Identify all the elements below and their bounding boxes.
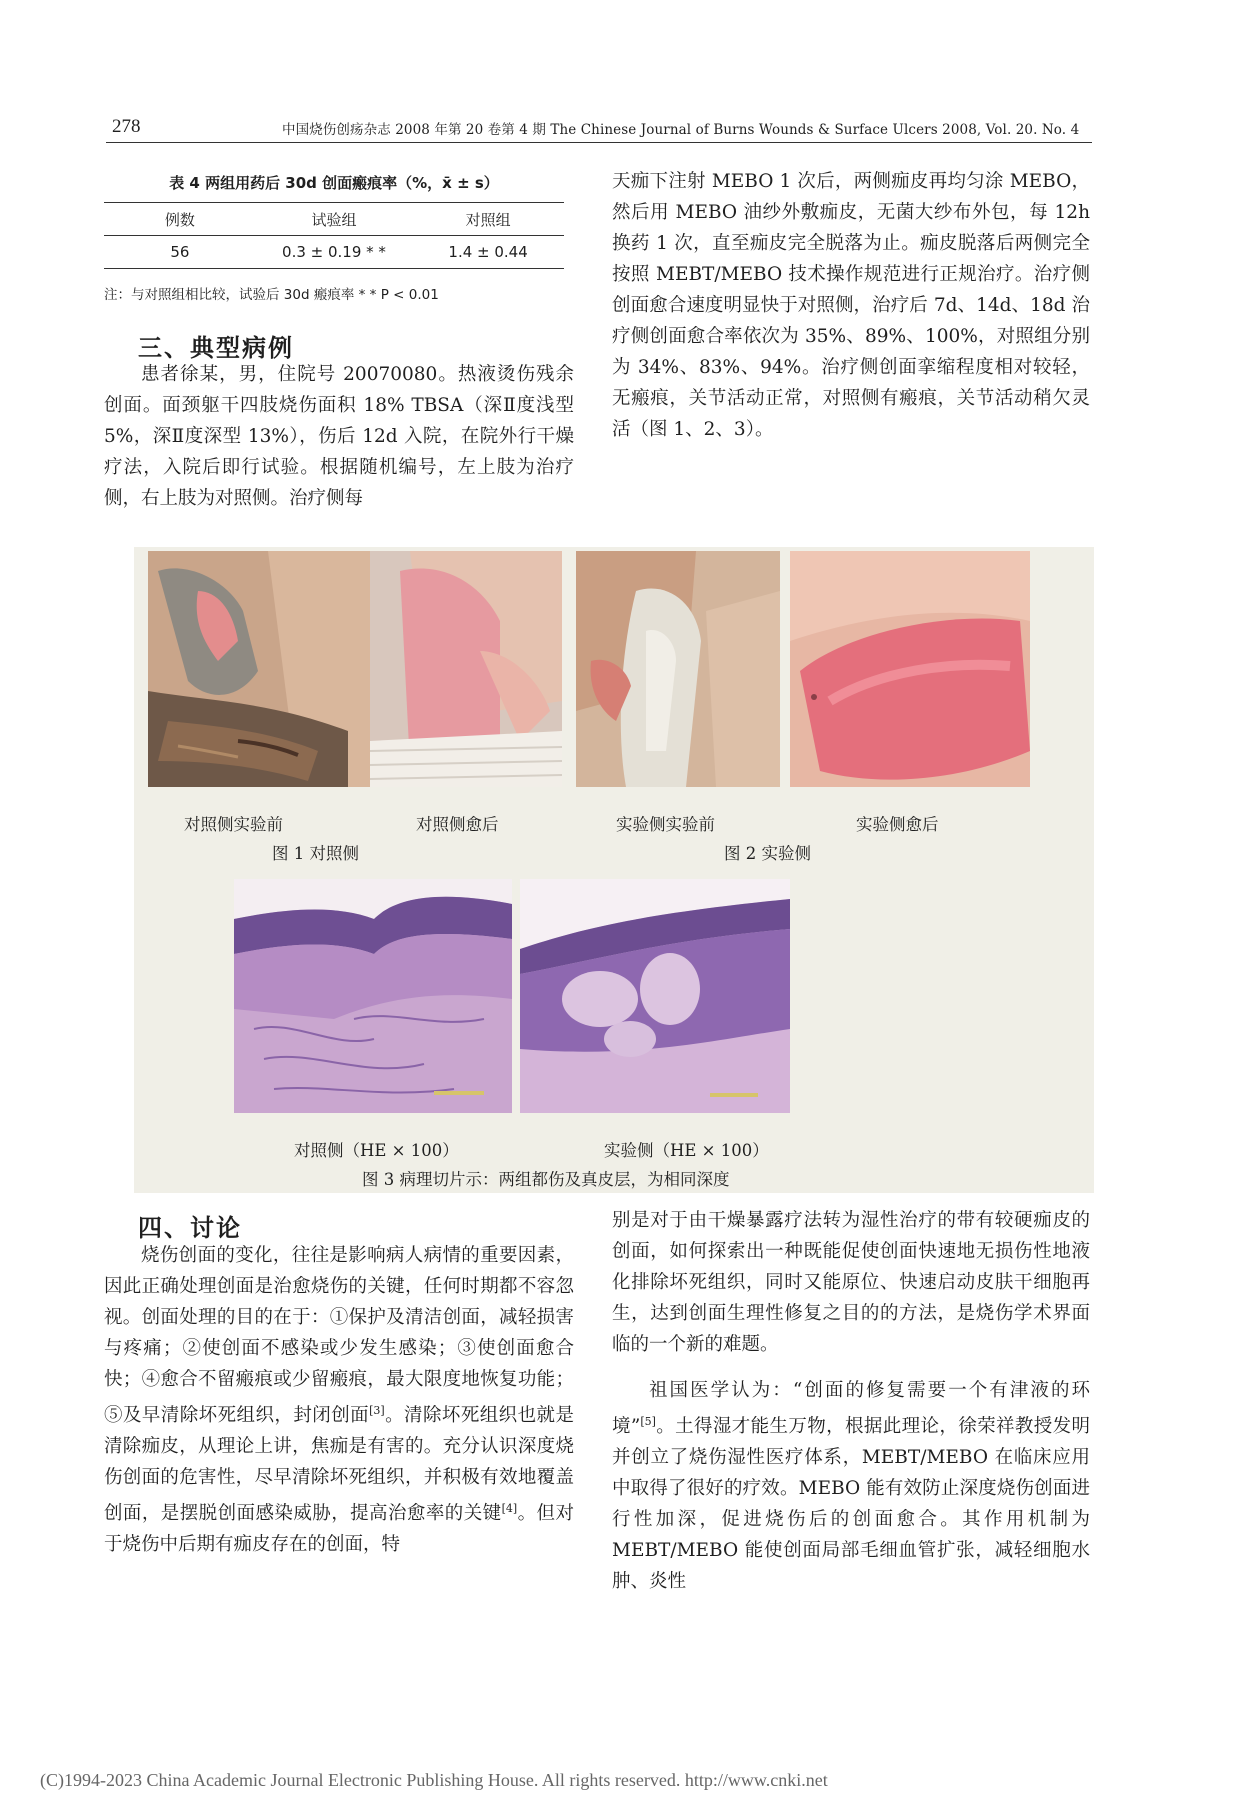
copyright-footer: (C)1994-2023 China Academic Journal Electronic Publishing House. All rights reserved. http://www.cnki.net	[40, 1770, 828, 1790]
photo-experimental-before	[576, 551, 780, 787]
discussion-text: 。土得湿才能生万物，根据此理论，徐荣祥教授发明并创立了烧伤湿性医疗体系，MEBT/MEBO 在临床应用中取得了很好的疗效。MEBO 能有效防止深度烧伤创面进行性加深，促进烧伤后的创面愈合。其作用机制为 MEBT/MEBO 能使创面局部毛细血管扩张，减轻细胞水肿、炎性	[612, 1416, 1090, 1593]
figure-block	[134, 547, 1094, 1193]
discussion-text: 。清除坏死组织也就是清除痂皮，从理论上讲，焦痂是有害的。充分认识深度烧伤创面的危害性，尽早清除坏死组织，并积极有效地覆盖创面，是摆脱创面感染威胁，提高治愈率的关键	[104, 1405, 574, 1525]
histology-caption: 实验侧（HE × 100）	[604, 1141, 769, 1160]
photo-control-healed	[370, 551, 562, 787]
discussion-text: 祖国医学认为：“创面的修复需要一个有津液的环境”	[612, 1380, 1090, 1438]
histology-control	[234, 879, 512, 1113]
citation: [4]	[501, 1502, 518, 1516]
table-cell: 1.4 ± 0.44	[448, 243, 528, 261]
table-header-row	[104, 203, 564, 236]
discussion-text: 。但对于烧伤中后期有痂皮存在的创面，特	[104, 1503, 574, 1556]
photo-control-before	[148, 551, 378, 787]
table4-note: 注：与对照组相比较，试验后 30d 瘢痕率 * * P < 0.01	[104, 287, 439, 303]
discussion-paragraph-right: 别是对于由干燥暴露疗法转为湿性治疗的带有较硬痂皮的创面，如何探索出一种既能促使创面快速地无损伤性地液化排除坏死组织，同时又能原位、快速启动皮肤干细胞再生，达到创面生理性修复之目的的方法，是烧伤学术界面临的一个新的难题。	[612, 1210, 1090, 1355]
figure2-caption: 图 2 实验侧	[724, 844, 811, 863]
photo-caption: 对照侧愈后	[416, 815, 499, 834]
citation: [5]	[640, 1415, 656, 1428]
section-heading-case: 三、典型病例	[138, 334, 294, 362]
photo-caption: 实验侧愈后	[856, 815, 939, 834]
table-cell: 0.3 ± 0.19 * *	[282, 243, 386, 261]
discussion-text: 烧伤创面的变化，往往是影响病人病情的重要因素，因此正确处理创面是治愈烧伤的关键，任何时期都不容忽视。创面处理的目的在于：①保护及清洁创面，减轻损害与疼痛；②使创面不感染或少发生感染；③使创面愈合快；④愈合不留瘢痕或少留瘢痕，最大限度地恢复功能；⑤及早清除坏死组织，封闭创面	[104, 1245, 574, 1427]
table-header-cell: 例数	[164, 210, 195, 229]
photo-caption: 对照侧实验前	[184, 815, 283, 834]
table-cell: 56	[170, 243, 190, 261]
discussion-paragraph-left	[104, 1240, 574, 1560]
photo-experimental-healed	[790, 551, 1030, 787]
header-rule	[106, 142, 1092, 143]
table-row	[104, 236, 564, 269]
table-header-cell: 对照组	[465, 210, 511, 229]
discussion-paragraph-right-2	[612, 1375, 1090, 1597]
table4-caption: 表 4 两组用药后 30d 创面瘢痕率（%，x̄ ± s）	[169, 174, 499, 192]
figure1-caption: 图 1 对照侧	[272, 844, 359, 863]
section-heading-discussion: 四、讨论	[138, 1214, 242, 1242]
citation: [3]	[369, 1404, 385, 1417]
journal-header: 中国烧伤创疡杂志 2008 年第 20 卷第 4 期 The Chinese Journal of Burns Wounds & Surface Ulcers 2008, Vol. 20. No. 4	[282, 122, 1080, 138]
figure3-caption: 图 3 病理切片示：两组都伤及真皮层，为相同深度	[362, 1170, 730, 1189]
table4	[104, 202, 564, 269]
case-paragraph: 患者徐某，男，住院号 20070080。热液烫伤残余创面。面颈躯干四肢烧伤面积 18% TBSA（深Ⅱ度浅型 5%，深Ⅱ度深型 13%），伤后 12d 入院，在院外行干燥疗法，入院后即行试验。根据随机编号，左上肢为治疗侧，右上肢为对照侧。治疗侧每	[104, 364, 574, 509]
histology-experimental	[520, 879, 790, 1113]
histology-caption: 对照侧（HE × 100）	[294, 1141, 459, 1160]
case-paragraph-continued: 天痂下注射 MEBO 1 次后，两侧痂皮再均匀涂 MEBO，然后用 MEBO 油纱外敷痂皮，无菌大纱布外包，每 12h 换药 1 次，直至痂皮完全脱落为止。痂皮脱落后两侧完全按照 MEBT/MEBO 技术操作规范进行正规治疗。治疗侧创面愈合速度明显快于对照侧，治疗后 7d、14d、18d 治疗侧创面愈合率依次为 35%、89%、100%，对照组分别为 34%、83%、94%。治疗侧创面挛缩程度相对较轻，无瘢痕，关节活动正常，对照侧有瘢痕，关节活动稍欠灵活（图 1、2、3）。	[612, 171, 1090, 440]
page-number: 278	[112, 116, 141, 137]
table-header-cell: 试验组	[311, 210, 357, 229]
photo-caption: 实验侧实验前	[616, 815, 715, 834]
